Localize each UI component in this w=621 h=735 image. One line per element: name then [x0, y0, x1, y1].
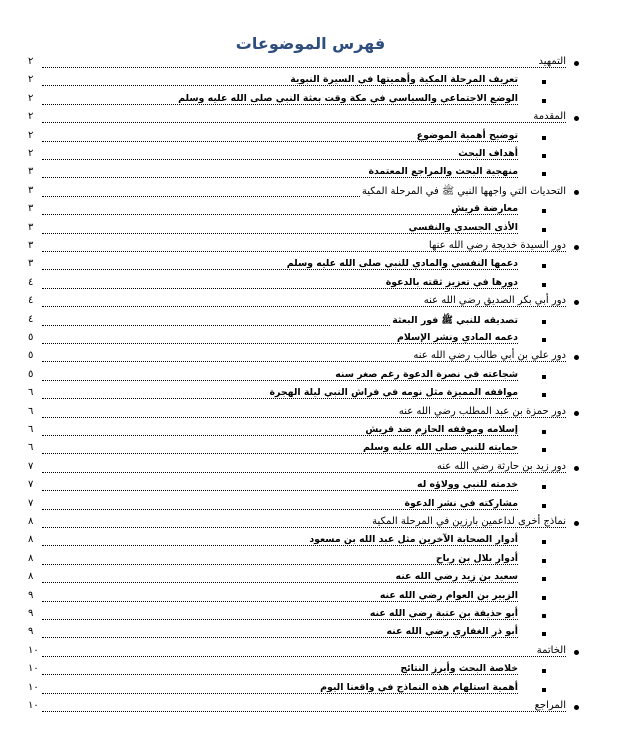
square-bullet-icon — [542, 540, 546, 544]
dot-leader — [42, 85, 518, 86]
toc-section-title: التحديات التي واجهها النبي ﷺ في المرحلة المكية — [361, 185, 566, 197]
toc-subsection-row[interactable] — [28, 368, 566, 386]
toc-page-number: ٥ — [28, 332, 34, 343]
toc-page-number: ٣ — [28, 258, 34, 270]
toc-section-row[interactable] — [28, 349, 566, 367]
dot-leader — [42, 343, 518, 344]
dot-leader — [42, 288, 518, 289]
toc-subsection-row[interactable] — [28, 607, 566, 625]
dot-leader — [42, 582, 518, 583]
dot-leader — [42, 527, 566, 528]
toc-subsection-row[interactable] — [28, 165, 566, 183]
toc-page-number: ٢ — [28, 111, 34, 123]
toc-subsection-title: مشاركته في نشر الدعوة — [404, 497, 518, 509]
toc-page-number: ٨ — [28, 516, 34, 527]
toc-subsection-title: إسلامه وموقفه الحازم ضد قريش — [365, 424, 518, 435]
dot-leader — [42, 306, 566, 307]
square-bullet-icon — [542, 596, 546, 600]
page-title: فهرس الموضوعات — [235, 34, 386, 53]
square-bullet-icon — [542, 264, 546, 268]
dot-leader — [42, 472, 566, 473]
toc-section-title: التمهيد — [538, 56, 566, 67]
toc-subsection-row[interactable] — [28, 386, 566, 404]
square-bullet-icon — [542, 228, 546, 232]
square-bullet-icon — [542, 136, 546, 140]
square-bullet-icon — [542, 375, 546, 379]
toc-subsection-row[interactable] — [28, 497, 566, 515]
toc-subsection-row[interactable] — [28, 441, 566, 459]
toc-subsection-row[interactable] — [28, 147, 566, 165]
toc-subsection-title: منهجية البحث والمراجع المعتمدة — [368, 166, 518, 178]
toc-subsection-title: الزبير بن العوام رضي الله عنه — [379, 589, 518, 601]
toc-page-number: ٦ — [28, 405, 34, 417]
square-bullet-icon — [542, 99, 546, 103]
toc-section-title: دور حمزة بن عبد المطلب رضي الله عنه — [398, 405, 566, 417]
dot-leader — [42, 269, 518, 270]
toc-page-number: ٣ — [28, 184, 34, 196]
round-bullet-icon — [574, 521, 579, 526]
toc-subsection-row[interactable] — [28, 552, 566, 570]
toc-subsection-row[interactable] — [28, 257, 566, 275]
toc-page-number: ٧ — [28, 497, 34, 509]
dot-leader — [42, 490, 518, 491]
toc-section-row[interactable] — [28, 644, 566, 662]
dot-leader — [42, 601, 518, 602]
toc-page-number: ٤ — [28, 276, 34, 288]
toc-section-row[interactable] — [28, 294, 566, 312]
dot-leader — [42, 637, 518, 638]
toc-subsection-row[interactable] — [28, 129, 566, 147]
toc-subsection-row[interactable] — [28, 423, 566, 441]
dot-leader — [42, 693, 518, 694]
dot-leader — [42, 453, 518, 454]
square-bullet-icon — [542, 688, 546, 692]
toc-section-title: دور السيدة خديجة رضي الله عنها — [428, 240, 566, 251]
toc-subsection-title: الأذى الجسدي والنفسي — [408, 221, 518, 233]
toc-subsection-title: دعمها النفسي والمادي للنبي صلى الله عليه وسلم — [286, 258, 518, 270]
square-bullet-icon — [542, 430, 546, 434]
square-bullet-icon — [542, 504, 546, 508]
square-bullet-icon — [542, 669, 546, 673]
toc-page-number: ١٠ — [28, 681, 39, 693]
toc-page-number: ١٠ — [28, 644, 39, 656]
toc-page-number: ٦ — [28, 442, 34, 454]
toc-subsection-title: خلاصة البحث وأبرز النتائج — [400, 663, 518, 675]
toc-section-title: نماذج أخرى لداعمين بارزين في المرحلة المكية — [372, 516, 566, 527]
toc-section-row[interactable] — [28, 699, 566, 717]
toc-subsection-title: تعريف المرحلة المكية وأهميتها في السيرة النبوية — [290, 74, 518, 86]
toc-subsection-title: معارضة قريش — [451, 203, 518, 215]
round-bullet-icon — [574, 61, 579, 66]
toc-section-title: المراجع — [534, 700, 566, 711]
toc-subsection-row[interactable] — [28, 92, 566, 110]
toc-subsection-title: أهداف البحث — [458, 148, 518, 159]
dot-leader — [42, 545, 518, 546]
dot-leader — [42, 380, 518, 381]
toc-subsection-title: أبو حذيفة بن عتبة رضي الله عنه — [369, 608, 518, 619]
dot-leader — [42, 361, 566, 362]
round-bullet-icon — [574, 355, 579, 360]
toc-subsection-row[interactable] — [28, 589, 566, 607]
toc-page-number: ١٠ — [28, 700, 39, 711]
toc-subsection-title: أهمية استلهام هذه النماذج في واقعنا اليوم — [320, 681, 518, 693]
dot-leader — [42, 141, 518, 142]
toc-section-row[interactable] — [28, 55, 566, 73]
toc-section-title: دور علي بن أبي طالب رضي الله عنه — [413, 350, 566, 362]
toc-page-number: ٦ — [28, 424, 34, 435]
dot-leader — [42, 233, 518, 234]
toc-subsection-row[interactable] — [28, 331, 566, 349]
toc-page-number: ١٠ — [28, 663, 39, 675]
toc-subsection-title: أبو ذر الغفاري رضي الله عنه — [386, 626, 518, 638]
toc-page-number: ٢ — [28, 129, 34, 141]
square-bullet-icon — [542, 632, 546, 636]
square-bullet-icon — [542, 559, 546, 563]
toc-subsection-row[interactable] — [28, 202, 566, 220]
toc-page-number: ٩ — [28, 626, 34, 638]
toc-subsection-title: سعيد بن زيد رضي الله عنه — [395, 571, 518, 583]
toc-section-title: المقدمة — [533, 111, 566, 123]
square-bullet-icon — [542, 338, 546, 342]
dot-leader — [42, 417, 566, 418]
toc-page-number: ٣ — [28, 166, 34, 178]
square-bullet-icon — [542, 320, 546, 324]
toc-page-number: ٨ — [28, 552, 34, 564]
toc-section-title: الخاتمة — [536, 644, 566, 656]
square-bullet-icon — [542, 485, 546, 489]
toc-subsection-title: أدوار الصحابة الآخرين مثل عبد الله بن مسعود — [309, 534, 518, 546]
round-bullet-icon — [574, 300, 579, 305]
round-bullet-icon — [574, 705, 579, 710]
toc-subsection-row[interactable] — [28, 221, 566, 239]
toc-page-number: ٤ — [28, 313, 34, 325]
round-bullet-icon — [574, 411, 579, 416]
dot-leader — [42, 674, 518, 675]
square-bullet-icon — [542, 172, 546, 176]
toc-page-number: ٥ — [28, 350, 34, 362]
toc-section-title: دور زيد بن حارثة رضي الله عنه — [436, 460, 566, 472]
toc-page-number: ٣ — [28, 203, 34, 215]
toc-page-number: ٢ — [28, 74, 34, 86]
dot-leader — [42, 656, 566, 657]
round-bullet-icon — [574, 466, 579, 471]
toc-section-title: دور أبي بكر الصديق رضي الله عنه — [423, 295, 566, 307]
toc-page-number: ٩ — [28, 608, 34, 619]
square-bullet-icon — [542, 614, 546, 618]
toc-section-row[interactable] — [28, 460, 566, 478]
dot-leader — [42, 122, 566, 123]
toc-subsection-title: دورها في تعزيز ثقته بالدعوة — [385, 276, 518, 288]
toc-subsection-row[interactable] — [28, 533, 566, 551]
toc-section-row[interactable] — [28, 515, 566, 533]
dot-leader — [42, 564, 518, 565]
toc-subsection-row[interactable] — [28, 662, 566, 680]
dot-leader — [42, 67, 566, 68]
toc-subsection-title: حمايته للنبي صلى الله عليه وسلم — [363, 442, 518, 454]
toc-page-number: ٤ — [28, 295, 34, 307]
toc-subsection-title: دعمه المادي ونشر الإسلام — [396, 332, 518, 343]
round-bullet-icon — [574, 190, 579, 195]
square-bullet-icon — [542, 577, 546, 581]
toc-page-number: ٧ — [28, 460, 34, 472]
toc-page-number: ٨ — [28, 534, 34, 546]
dot-leader — [42, 435, 518, 436]
toc-subsection-title: شجاعته في نصرة الدعوة رغم صغر سنه — [335, 368, 518, 380]
dot-leader — [42, 214, 518, 215]
round-bullet-icon — [574, 650, 579, 655]
toc-subsection-row[interactable] — [28, 570, 566, 588]
toc-subsection-title: توضيح أهمية الموضوع — [416, 129, 518, 141]
toc-page-number: ٦ — [28, 387, 34, 399]
dot-leader — [42, 177, 518, 178]
toc-page-number: ٥ — [28, 368, 34, 380]
toc-page-number: ٩ — [28, 589, 34, 601]
dot-leader — [42, 619, 518, 620]
toc-page-number: ٧ — [28, 479, 34, 491]
square-bullet-icon — [542, 80, 546, 84]
dot-leader — [42, 711, 566, 712]
toc-subsection-title: خدمته للنبي وولاؤه له — [417, 479, 518, 491]
toc-subsection-title: أدوار بلال بن رباح — [435, 552, 518, 564]
toc-section-row[interactable] — [28, 405, 566, 423]
toc-section-row[interactable] — [28, 110, 566, 128]
toc-subsection-row[interactable] — [28, 681, 566, 699]
toc-subsection-title: تصديقه للنبي ﷺ فور البعثة — [392, 314, 518, 326]
toc-subsection-row[interactable] — [28, 73, 566, 91]
toc-subsection-title: مواقفه المميزة مثل نومه في فراش النبي ليلة الهجرة — [269, 387, 518, 399]
toc-subsection-row[interactable] — [28, 478, 566, 496]
toc-page-number: ٨ — [28, 571, 34, 583]
dot-leader — [42, 104, 518, 105]
toc-section-row[interactable] — [28, 239, 566, 257]
toc-page-number: ٣ — [28, 240, 34, 251]
dot-leader — [42, 159, 518, 160]
square-bullet-icon — [542, 209, 546, 213]
toc-section-row[interactable] — [28, 184, 566, 202]
dot-leader — [42, 509, 518, 510]
toc-page-number: ٣ — [28, 221, 34, 233]
toc-subsection-row[interactable] — [28, 313, 566, 331]
toc-page-number: ٢ — [28, 56, 34, 67]
round-bullet-icon — [574, 245, 579, 250]
square-bullet-icon — [542, 154, 546, 158]
toc-subsection-row[interactable] — [28, 276, 566, 294]
square-bullet-icon — [542, 283, 546, 287]
dot-leader — [42, 398, 518, 399]
toc-subsection-row[interactable] — [28, 625, 566, 643]
table-of-contents — [0, 55, 621, 735]
dot-leader — [42, 251, 566, 252]
square-bullet-icon — [542, 393, 546, 397]
square-bullet-icon — [542, 448, 546, 452]
toc-subsection-title: الوضع الاجتماعي والسياسي في مكة وقت بعثة النبي صلى الله عليه وسلم — [178, 92, 518, 104]
toc-page-number: ٢ — [28, 148, 34, 159]
round-bullet-icon — [574, 116, 579, 121]
toc-page-number: ٢ — [28, 92, 34, 104]
